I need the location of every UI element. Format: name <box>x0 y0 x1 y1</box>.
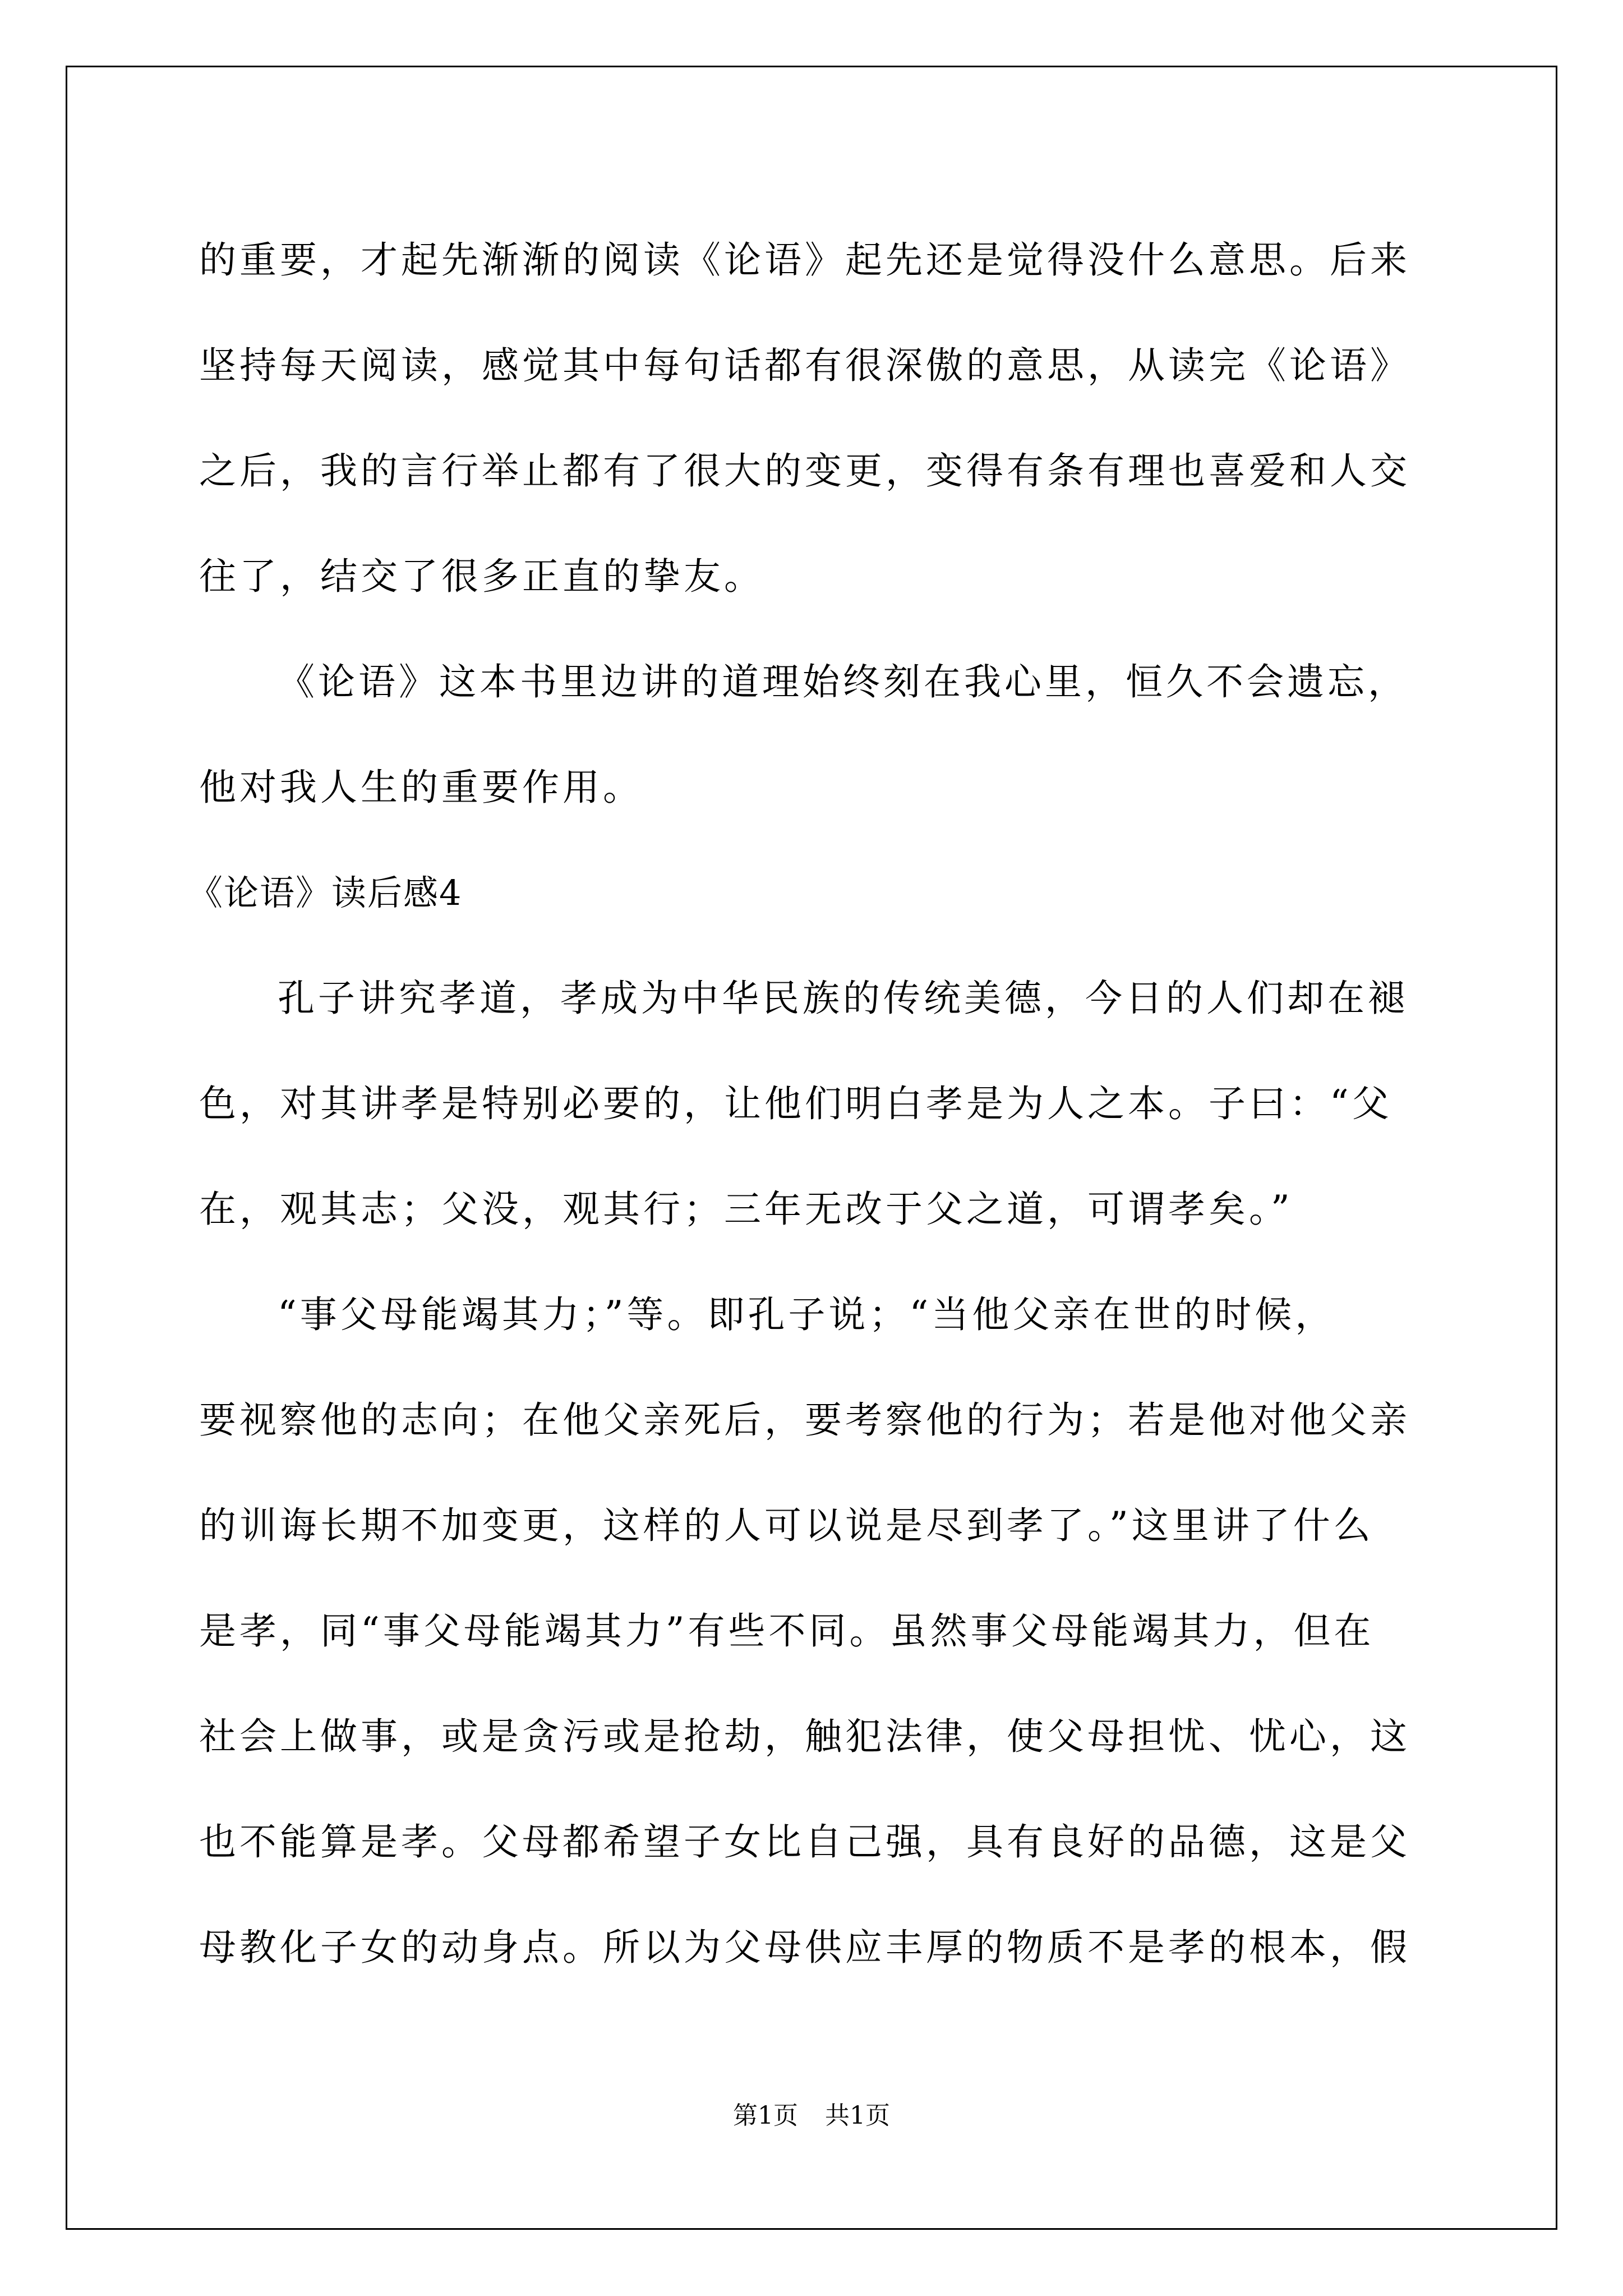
text-line: 往了，结交了很多正直的挚友。 <box>199 555 764 598</box>
text-line: 色，对其讲孝是特别必要的，让他们明白孝是为人之本。子曰：“父 <box>199 1082 1393 1125</box>
text-line: 在，观其志；父没，观其行；三年无改于父之道，可谓孝矣。” <box>199 1188 1293 1231</box>
page-total: 共1页 <box>825 2101 890 2130</box>
text-line: 的重要，才起先渐渐的阅读《论语》起先还是觉得没什么意思。后来 <box>199 238 1410 282</box>
text-line: 是孝，同“事父母能竭其力”有些不同。虽然事父母能竭其力，但在 <box>199 1609 1375 1653</box>
text-line: 《论语》这本书里边讲的道理始终刻在我心里，恒久不会遗忘， <box>278 660 1408 703</box>
text-line: 的训诲长期不加变更，这样的人可以说是尽到孝了。”这里讲了什么 <box>199 1504 1374 1547</box>
document-body <box>188 208 1433 2000</box>
text-line: 要视察他的志向；在他父亲死后，要考察他的行为；若是他对他父亲 <box>199 1398 1410 1442</box>
page-footer <box>0 2099 1623 2133</box>
text-line: 他对我人生的重要作用。 <box>199 766 643 809</box>
text-line: 母教化子女的动身点。所以为父母供应丰厚的物质不是孝的根本，假 <box>199 1926 1410 1969</box>
text-line: 孔子讲究孝道，孝成为中华民族的传统美德，今日的人们却在褪 <box>278 977 1408 1020</box>
text-line: 社会上做事，或是贪污或是抢劫，触犯法律，使父母担忧、忧心，这 <box>199 1715 1410 1758</box>
text-line: 之后，我的言行举止都有了很大的变更，变得有条有理也喜爱和人交 <box>199 449 1410 493</box>
text-line: 坚持每天阅读，感觉其中每句话都有很深傲的意思，从读完《论语》 <box>199 344 1410 387</box>
section-heading: 《论语》读后感4 <box>188 872 463 913</box>
text-line: 也不能算是孝。父母都希望子女比自己强，具有良好的品德，这是父 <box>199 1820 1410 1864</box>
text-line: “事父母能竭其力；”等。即孔子说；“当他父亲在世的时候， <box>278 1293 1336 1336</box>
page-number: 第1页 <box>733 2101 798 2130</box>
